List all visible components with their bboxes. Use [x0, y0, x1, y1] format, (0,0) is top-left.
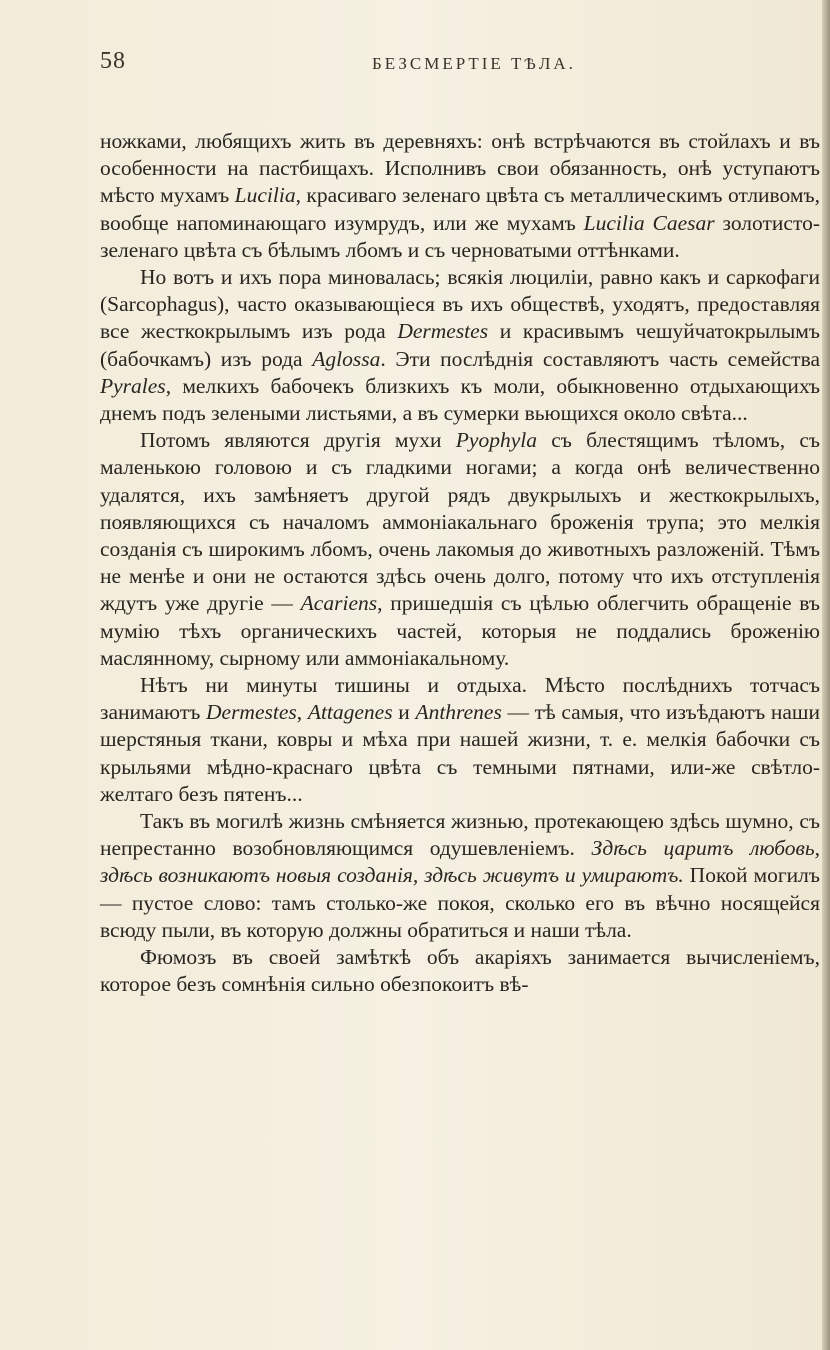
- text-run: , мелкихъ бабочекъ близкихъ къ моли, обыкновенно отдыхающихъ днемъ подъ зелеными листьями, а въ сумерки вьющихся около свѣта...: [100, 373, 820, 426]
- text-run: ,: [296, 700, 308, 725]
- text-run: Покой могилъ — пустое слово: тамъ столько-же покоя, сколько его въ вѣчно носящейся всюду пыли, въ которую должны обратиться и наши тѣла.: [100, 863, 820, 942]
- italic-run: Aglossa: [312, 346, 381, 371]
- text-run: Фюмозъ въ своей замѣткѣ объ акаріяхъ занимается вычисленіемъ, которое безъ сомнѣнія сильно обезпокоитъ вѣ-: [100, 945, 820, 997]
- paragraph: [100, 264, 820, 427]
- text-run: Потомъ являются другія мухи: [140, 428, 456, 453]
- paragraph: [100, 944, 820, 998]
- paragraph: [100, 808, 820, 944]
- text-run: — тѣ самыя, что изъѣдаютъ наши шерстяныя ткани, ковры и мѣха при нашей жизни, т. е. мелкія бабочки съ крыльями мѣдно-краснаго цвѣта съ темными пятнами, или-же свѣтло-желтаго безъ пятенъ...: [100, 700, 820, 806]
- page-number: 58: [100, 48, 126, 74]
- text-run: съ блестящимъ тѣломъ, съ маленькою головою и съ гладкими ногами; а когда онѣ величественно удалятся, ихъ замѣняетъ другой рядъ двукрылыхъ и жесткокрылыхъ, появляющихся съ началомъ аммоніакальнаго броженія трупа; это мелкія созданія съ широкимъ лбомъ, очень лакомыя до животныхъ разложеній. Тѣмъ не менѣе и они не остаются здѣсь очень долго, потому что ихъ отступленія ждутъ уже другіе —: [100, 428, 820, 616]
- text-run: и красивымъ чешуйчатокрылымъ (бабочкамъ) изъ рода: [100, 319, 820, 371]
- text-run: , пришедшія съ цѣлью облегчить обращеніе въ мумію тѣхъ органическихъ частей, которыя не поддались броженію маслянному, сырному или аммоніакальному.: [100, 591, 820, 670]
- page-edge: [822, 0, 830, 1350]
- text-run: и: [392, 700, 416, 725]
- italic-run: Lucilia Caesar: [583, 210, 715, 235]
- italic-run: Attagenes: [307, 700, 393, 725]
- paragraph: [100, 672, 820, 808]
- text-run: . Эти послѣднія составляютъ часть семейства: [380, 346, 820, 371]
- page-header: [100, 48, 820, 78]
- paragraph: [100, 427, 820, 672]
- text-run: золотисто-зеленаго цвѣта съ бѣлымъ лбомъ и съ черноватыми оттѣнками.: [100, 210, 820, 262]
- italic-run: Dermestes: [397, 319, 489, 344]
- text-run: , красиваго зеленаго цвѣта съ металлическимъ отливомъ, вообще напоминающаго изумрудъ, или же мухамъ: [100, 183, 820, 235]
- paragraph: [100, 128, 820, 264]
- italic-run: Acariens: [300, 591, 378, 616]
- italic-run: Dermestes: [206, 700, 297, 725]
- italic-run: Lucilia: [234, 183, 296, 208]
- body-text: [100, 128, 820, 999]
- running-title: БЕЗСМЕРТІЕ ТѢЛА.: [372, 54, 576, 73]
- text-run: ножками, любящихъ жить въ деревняхъ: онѣ встрѣчаются въ стойлахъ и въ особенности на пастбищахъ. Исполнивъ свои обязанность, онѣ уступаютъ мѣсто мухамъ: [100, 129, 820, 208]
- text-run: Такъ въ могилѣ жизнь смѣняется жизнью, протекающею здѣсь шумно, съ непрестанно возобновляющимся одушевленіемъ.: [100, 809, 820, 861]
- italic-run: Anthrenes: [415, 700, 502, 725]
- italic-run: Pyophyla: [455, 428, 537, 453]
- italic-run: Здѣсь царитъ любовь, здѣсь возникаютъ новыя созданія, здѣсь живутъ и умираютъ.: [100, 836, 821, 888]
- italic-run: Pyrales: [100, 373, 166, 398]
- text-run: Но вотъ и ихъ пора миновалась; всякія люциліи, равно какъ и саркофаги (Sarcophagus), часто оказывающіеся въ ихъ обществѣ, уходятъ, предоставляя все жесткокрылымъ изъ рода: [100, 265, 820, 344]
- text-run: Нѣтъ ни минуты тишины и отдыха. Мѣсто послѣднихъ тотчасъ занимаютъ: [100, 673, 820, 725]
